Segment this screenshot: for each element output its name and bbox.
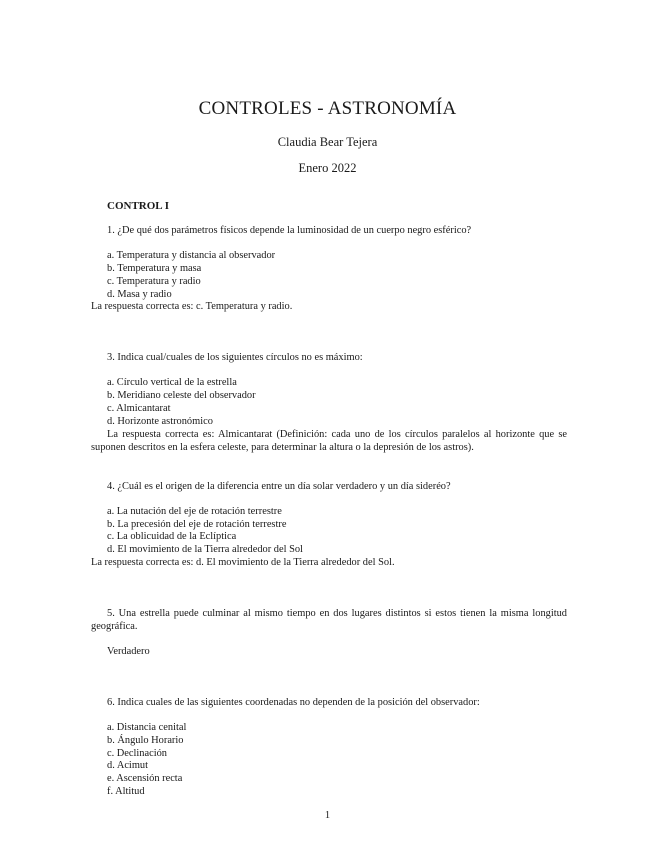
document-date: Enero 2022 xyxy=(298,161,357,175)
option-item: d. El movimiento de la Tierra alrededor del Sol xyxy=(107,544,303,556)
question-3 xyxy=(91,352,567,454)
option-item: d. Acimut xyxy=(107,760,148,772)
answer-text: La respuesta correcta es: d. El movimiento de la Tierra alrededor del Sol. xyxy=(91,557,395,569)
answer-text: Verdadero xyxy=(107,645,150,657)
option-item: a. La nutación del eje de rotación terrestre xyxy=(107,505,282,517)
options-list xyxy=(91,377,567,429)
answer-text: La respuesta correcta es: c. Temperatura y radio. xyxy=(91,301,293,313)
option-item: d. Masa y radio xyxy=(107,288,172,300)
option-item: c. La oblicuidad de la Eclíptica xyxy=(107,531,237,543)
option-item: d. Horizonte astronómico xyxy=(107,415,213,427)
page-number: 1 xyxy=(324,810,331,821)
question-text: 5. Una estrella puede culminar al mismo tiempo en dos lugares distintos si estos tienen la misma longitud geográfica. xyxy=(91,608,567,633)
option-item: c. Almicantarat xyxy=(107,403,171,415)
option-item: a. Distancia cenital xyxy=(107,721,187,733)
option-item: f. Altitud xyxy=(107,786,145,798)
question-text: 1. ¿De qué dos parámetros físicos depende la luminosidad de un cuerpo negro esférico? xyxy=(107,224,472,236)
section-title: CONTROL I xyxy=(107,200,170,212)
document-author: Claudia Bear Tejera xyxy=(277,135,378,149)
option-item: b. Ángulo Horario xyxy=(107,734,184,746)
question-4 xyxy=(91,481,567,570)
option-item: b. Meridiano celeste del observador xyxy=(107,390,256,402)
option-item: a. Temperatura y distancia al observador xyxy=(107,249,276,261)
document-body xyxy=(91,200,567,799)
question-text: 3. Indica cual/cuales de los siguientes círculos no es máximo: xyxy=(107,352,363,364)
options-list xyxy=(91,506,567,558)
option-item: a. Círculo vertical de la estrella xyxy=(107,377,237,389)
question-5 xyxy=(91,608,567,659)
question-text: 6. Indica cuales de las siguientes coordenadas no dependen de la posición del observador: xyxy=(107,696,480,708)
option-item: c. Temperatura y radio xyxy=(107,275,201,287)
option-item: b. Temperatura y masa xyxy=(107,262,202,274)
question-6 xyxy=(91,697,567,799)
question-text: 4. ¿Cuál es el origen de la diferencia entre un día solar verdadero y un día sideréo? xyxy=(107,480,451,492)
option-item: c. Declinación xyxy=(107,747,168,759)
question-1 xyxy=(91,225,567,314)
option-item: b. La precesión del eje de rotación terrestre xyxy=(107,518,287,530)
option-item: e. Ascensión recta xyxy=(107,773,183,785)
document-title: CONTROLES - ASTRONOMÍA xyxy=(198,98,457,119)
options-list xyxy=(91,250,567,302)
answer-text: La respuesta correcta es: Almicantarat (Definición: cada uno de los círculos paralelos al horizonte que se suponen descritos en la esfera celeste, para determinar la altura o la depresión de los astros). xyxy=(91,428,567,453)
options-list xyxy=(91,722,567,799)
